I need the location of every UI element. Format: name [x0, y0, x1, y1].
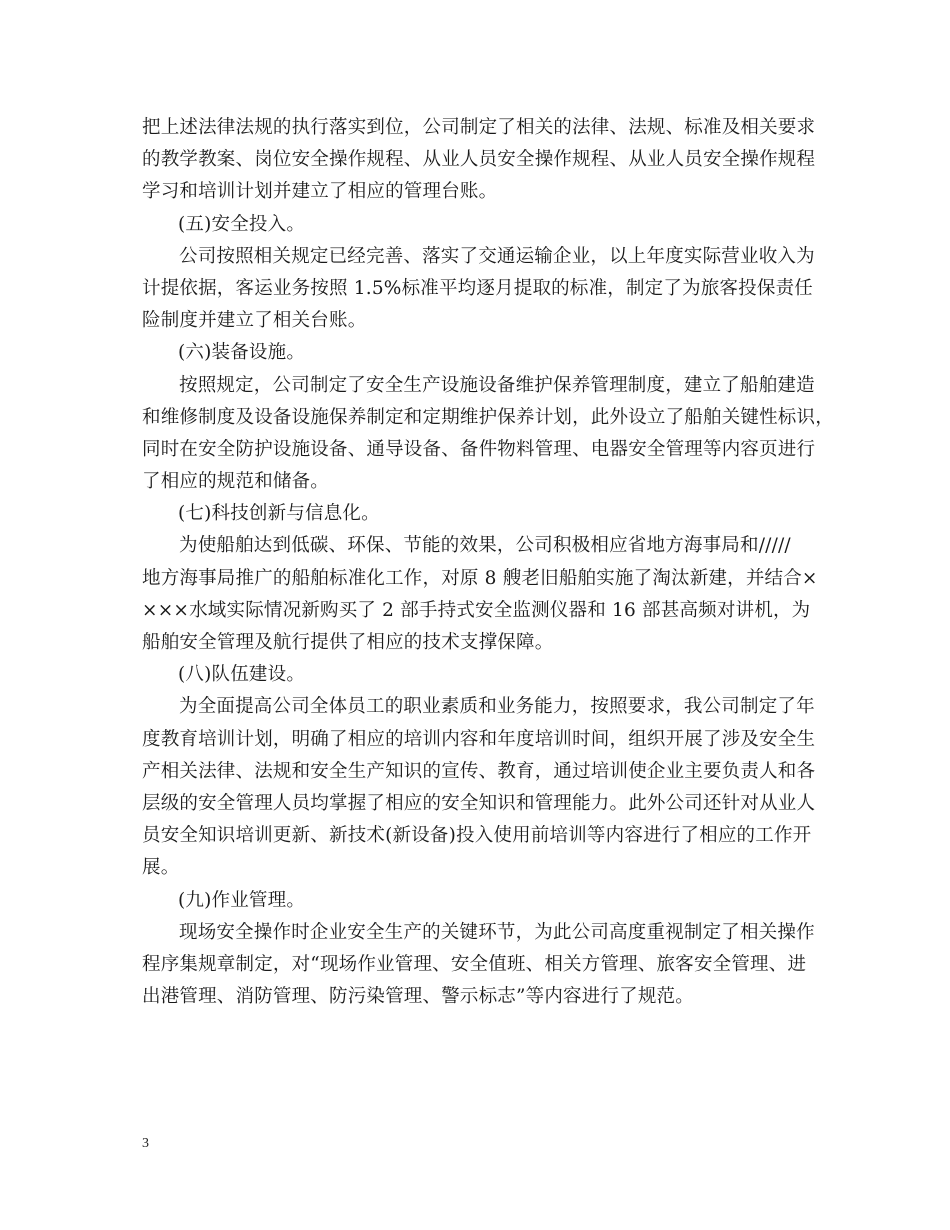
body-line: 层级的安全管理人员均掌握了相应的安全知识和管理能力。此外公司还针对从业人	[142, 792, 816, 814]
section-heading-6: (六)装备设施。	[178, 342, 306, 364]
paragraph-first-line: 公司按照相关规定已经完善、落实了交通运输企业，以上年度实际营业收入为	[179, 245, 815, 267]
page-number: 3	[142, 1136, 149, 1151]
body-line: 把上述法律法规的执行落实到位，公司制定了相关的法律、法规、标准及相关要求	[142, 117, 816, 138]
paragraph-first-line: 为全面提高公司全体员工的职业素质和业务能力，按照要求，我公司制定了年	[179, 696, 815, 718]
section-heading-7: (七)科技创新与信息化。	[178, 503, 380, 525]
paragraph-first-line: 按照规定，公司制定了安全生产设施设备维护保养管理制度，建立了船舶建造	[179, 374, 815, 396]
section-heading-9: (九)作业管理。	[178, 889, 306, 911]
body-line: 产相关法律、法规和安全生产知识的宣传、教育，通过培训使企业主要负责人和各	[142, 760, 816, 782]
body-line: 地方海事局推广的船舶标准化工作，对原 8 艘老旧船舶实施了淘汰新建，并结合×	[142, 567, 818, 589]
body-line: 度教育培训计划，明确了相应的培训内容和年度培训时间，组织开展了涉及安全生	[142, 728, 816, 750]
body-line: 程序集规章制定，对“现场作业管理、安全值班、相关方管理、旅客安全管理、进	[142, 953, 807, 975]
body-line: 船舶安全管理及航行提供了相应的技术支撑保障。	[142, 632, 554, 653]
paragraph-first-line: 现场安全操作时企业安全生产的关键环节，为此公司高度重视制定了相关操作	[179, 921, 815, 943]
body-line: 的教学教案、岗位安全操作规程、从业人员安全操作规程、从业人员安全操作规程	[142, 149, 816, 171]
body-line: 了相应的规范和储备。	[142, 471, 330, 493]
body-line: 计提依据，客运业务按照 1.5%标准平均逐月提取的标准，制定了为旅客投保责任	[142, 277, 813, 299]
document-body	[142, 112, 834, 1013]
paragraph-first-line: 为使船舶达到低碳、环保、节能的效果，公司积极相应省地方海事局和/////	[179, 535, 791, 557]
body-line: 和维修制度及设备设施保养制定和定期维护保养计划，此外设立了船舶关键性标识，	[142, 406, 834, 428]
body-line: 出港管理、消防管理、防污染管理、警示标志”等内容进行了规范。	[142, 986, 694, 1008]
body-line: 员安全知识培训更新、新技术(新设备)投入使用前培训等内容进行了相应的工作开	[142, 825, 812, 847]
body-line: 同时在安全防护设施设备、通导设备、备件物料管理、电器安全管理等内容页进行	[142, 438, 816, 460]
body-line: 险制度并建立了相关台账。	[142, 310, 367, 332]
section-heading-8: (八)队伍建设。	[178, 664, 306, 686]
body-line: 学习和培训计划并建立了相应的管理台账。	[142, 181, 498, 203]
body-line: ×××水域实际情况新购买了 2 部手持式安全监测仪器和 16 部甚高频对讲机，为	[142, 599, 811, 621]
body-line: 展。	[142, 857, 180, 879]
section-heading-5: (五)安全投入。	[178, 213, 306, 235]
